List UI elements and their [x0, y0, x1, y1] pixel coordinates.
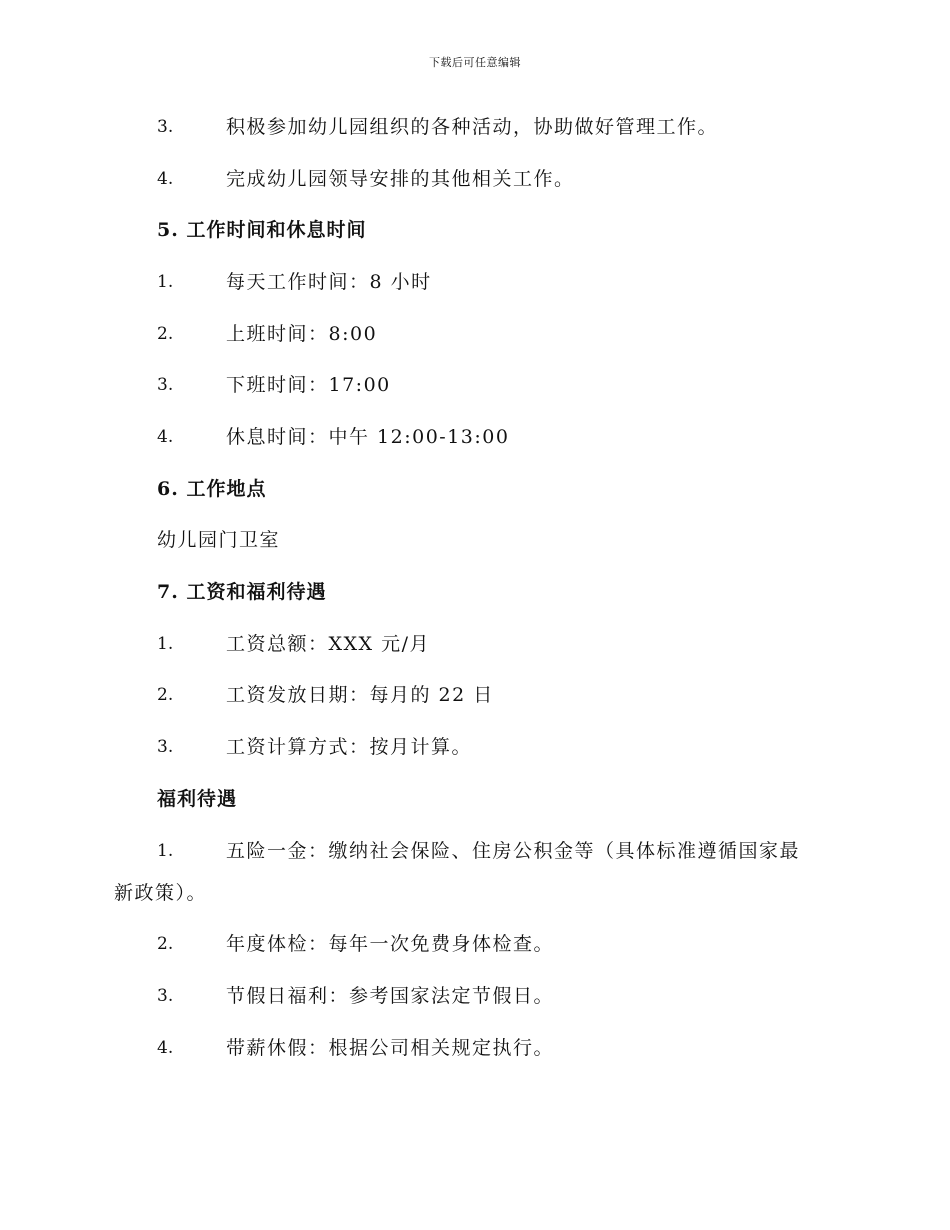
list-text: 工资发放日期：每月的 22 日 [226, 684, 494, 706]
section-heading: 7. 工资和福利待遇 [157, 581, 327, 603]
list-number: 3. [157, 986, 174, 1006]
list-number: 2. [157, 685, 174, 705]
list-text: 带薪休假：根据公司相关规定执行。 [226, 1037, 555, 1059]
list-number: 2. [157, 324, 174, 344]
list-number: 4. [157, 1038, 174, 1058]
location-text: 幼儿园门卫室 [157, 529, 281, 551]
list-text: 积极参加幼儿园组织的各种活动，协助做好管理工作。 [226, 116, 719, 138]
list-text: 每天工作时间：8 小时 [226, 271, 432, 293]
list-text: 工资总额：XXX 元/月 [226, 633, 431, 655]
page-header: 下载后可任意编辑 [429, 56, 521, 69]
list-number: 4. [157, 169, 174, 189]
section-heading: 福利待遇 [157, 788, 238, 810]
list-text: 休息时间：中午 12:00-13:00 [226, 426, 510, 448]
list-text: 工资计算方式：按月计算。 [226, 736, 473, 758]
list-number: 4. [157, 427, 174, 447]
list-number: 2. [157, 934, 174, 954]
list-number: 1. [157, 841, 174, 861]
list-number: 3. [157, 375, 174, 395]
list-text: 下班时间：17:00 [226, 374, 391, 396]
list-text: 年度体检：每年一次免费身体检查。 [226, 933, 555, 955]
list-text: 五险一金：缴纳社会保险、住房公积金等（具体标准遵循国家最 [226, 840, 801, 862]
list-number: 3. [157, 737, 174, 757]
section-heading: 6. 工作地点 [157, 478, 267, 500]
list-text: 完成幼儿园领导安排的其他相关工作。 [226, 168, 575, 190]
list-number: 1. [157, 272, 174, 292]
list-text: 上班时间：8:00 [226, 323, 378, 345]
list-text: 节假日福利：参考国家法定节假日。 [226, 985, 555, 1007]
list-number: 3. [157, 117, 174, 137]
list-text-continuation: 新政策）。 [114, 882, 208, 904]
list-number: 1. [157, 634, 174, 654]
section-heading: 5. 工作时间和休息时间 [157, 219, 367, 241]
